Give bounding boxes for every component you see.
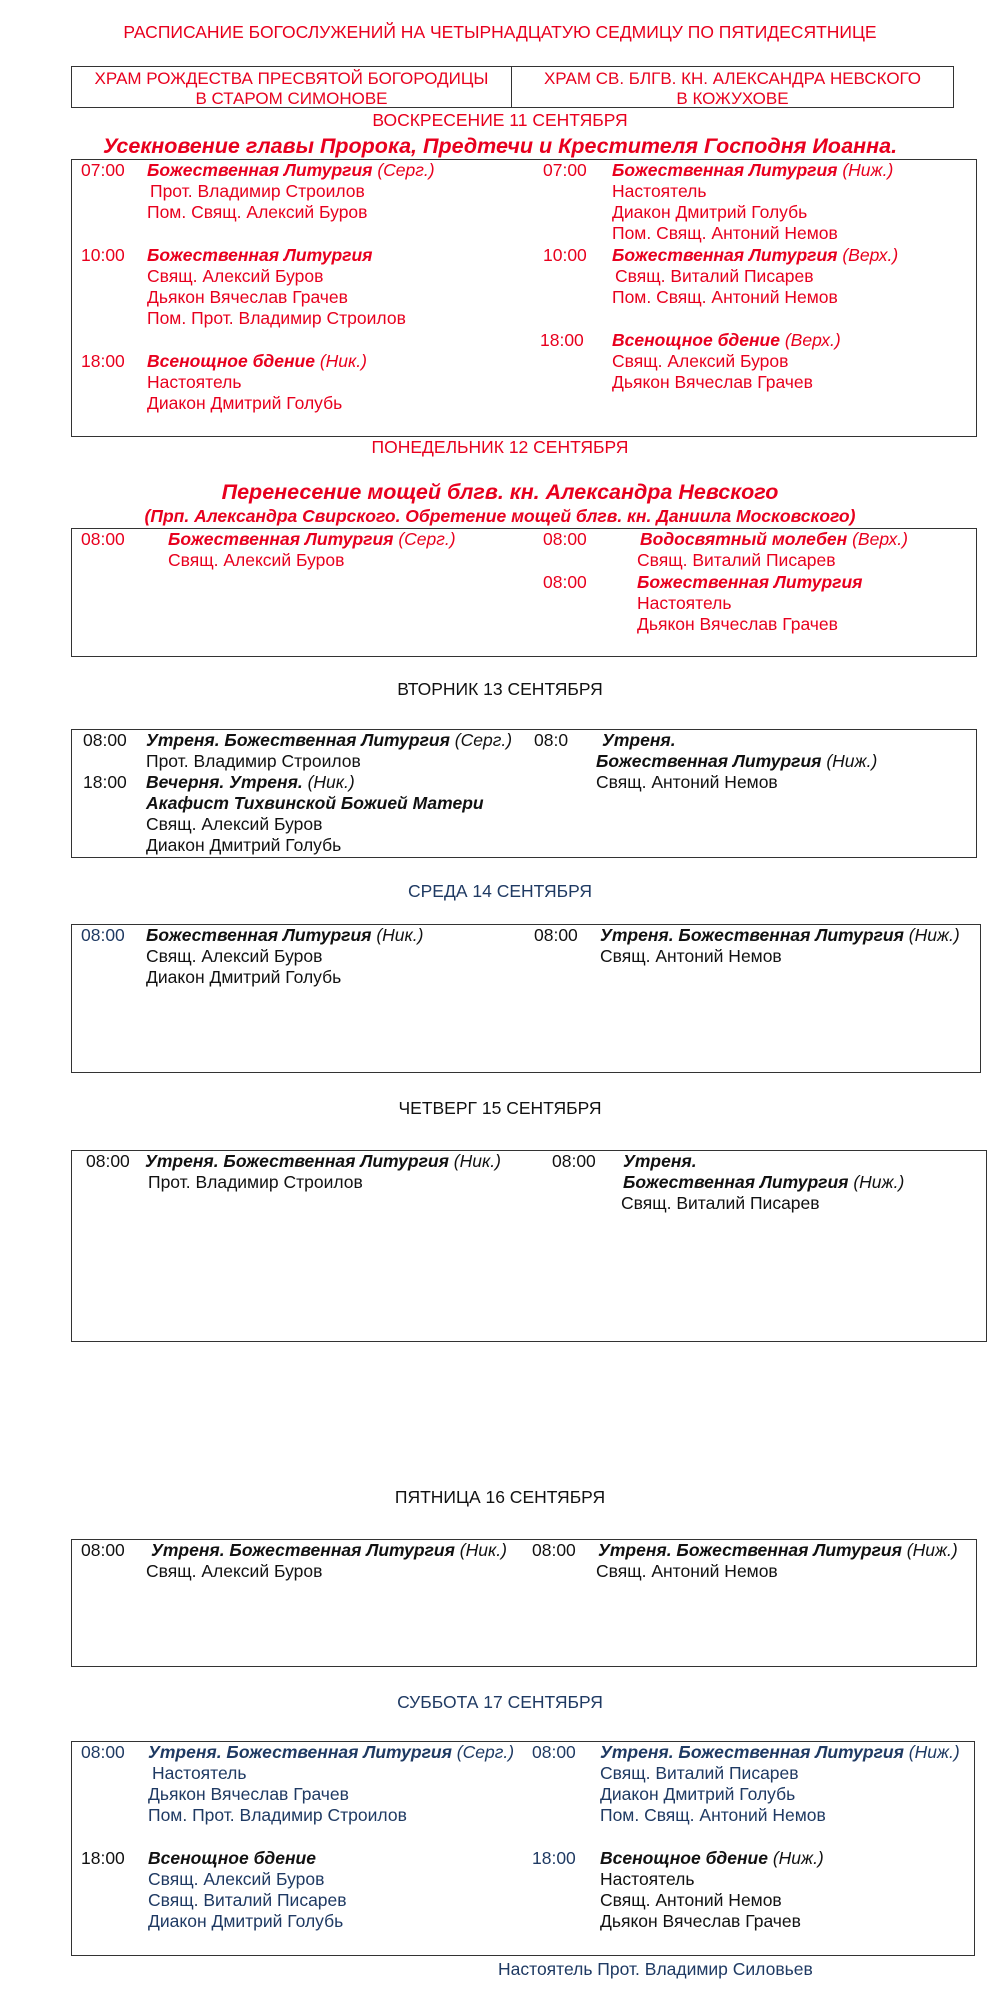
service-place: (Серг.): [449, 730, 513, 750]
service-title: [148, 1742, 514, 1763]
service-title: [612, 330, 841, 351]
church-left-header: [72, 67, 512, 107]
service-place: (Верх.): [837, 245, 899, 265]
service-time: 08:00: [534, 925, 578, 945]
service-title: [147, 351, 367, 372]
church-left-location: В СТАРОМ СИМОНОВЕ: [195, 89, 388, 108]
clergy-name: Свящ. Алексий Буров: [146, 814, 323, 834]
clergy-name: Прот. Владимир Строилов: [146, 751, 361, 771]
service-place: (Ниж.): [767, 1848, 824, 1868]
day-heading-thursday: ЧЕТВЕРГ 15 СЕНТЯБРЯ: [398, 1098, 602, 1118]
service-title: [640, 529, 908, 550]
service-time: 08:00: [81, 925, 125, 945]
service-name: Утреня. Божественная Литургия: [151, 1540, 455, 1560]
clergy-name: Свящ. Антоний Немов: [596, 1561, 778, 1581]
clergy-name: Свящ. Виталий Писарев: [637, 550, 836, 570]
clergy-name: Свящ. Алексий Буров: [148, 1869, 325, 1889]
service-time: 08:00: [543, 529, 587, 549]
service-time: 07:00: [81, 160, 125, 180]
service-time: 08:0: [534, 730, 569, 750]
service-title: [146, 730, 512, 751]
service-title: [598, 1540, 958, 1561]
clergy-name: Свящ. Виталий Писарев: [148, 1890, 347, 1910]
church-right-location: В КОЖУХОВЕ: [676, 89, 789, 108]
service-time: 08:00: [81, 529, 125, 549]
clergy-name: Диакон Дмитрий Голубь: [148, 1911, 344, 1931]
service-time: 10:00: [543, 245, 587, 265]
service-place: (Ник.): [454, 1540, 507, 1560]
service-time: 08:00: [86, 1151, 130, 1171]
clergy-name: Свящ. Антоний Немов: [600, 1890, 782, 1910]
service-name: Божественная Литургия: [168, 529, 394, 549]
clergy-name: Свящ. Алексий Буров: [146, 946, 323, 966]
clergy-name: Настоятель: [600, 1869, 695, 1889]
service-name: Божественная Литургия: [146, 925, 372, 945]
clergy-name: Свящ. Антоний Немов: [600, 946, 782, 966]
clergy-name: Свящ. Антоний Немов: [596, 772, 778, 792]
service-name: Утреня.: [602, 730, 676, 750]
service-name: Утреня. Божественная Литургия: [148, 1742, 452, 1762]
clergy-name: Диакон Дмитрий Голубь: [146, 835, 342, 855]
service-place: (Верх.): [779, 330, 841, 350]
service-name: Утреня. Божественная Литургия: [600, 1742, 904, 1762]
clergy-name: Пом. Прот. Владимир Строилов: [147, 308, 406, 328]
clergy-name: Свящ. Алексий Буров: [147, 266, 324, 286]
feast-subtitle-monday: (Прп. Александра Свирского. Обретение мощей блгв. кн. Даниила Московского): [144, 506, 856, 526]
rector-signature: Настоятель Прот. Владимир Силовьев: [498, 1959, 813, 1979]
service-title: [146, 925, 424, 946]
clergy-name: Дьякон Вячеслав Грачев: [148, 1784, 349, 1804]
feast-title-monday: Перенесение мощей блгв. кн. Александра Невского: [221, 480, 779, 504]
service-title: [623, 1172, 904, 1193]
day-heading-saturday: СУББОТА 17 СЕНТЯБРЯ: [397, 1692, 603, 1712]
service-place: (Ник.): [314, 351, 367, 371]
service-name: Божественная Литургия: [147, 160, 373, 180]
service-title: [146, 772, 355, 793]
clergy-name: Настоятель: [612, 181, 707, 201]
church-right-name: ХРАМ СВ. БЛГВ. КН. АЛЕКСАНДРА НЕВСКОГО: [543, 69, 922, 88]
service-place: (Ниж.): [903, 925, 960, 945]
day-heading-wednesday: СРЕДА 14 СЕНТЯБРЯ: [408, 881, 592, 901]
service-place: (Ниж.): [821, 751, 878, 771]
service-place: (Ниж.): [901, 1540, 958, 1560]
clergy-name: Дьякон Вячеслав Грачев: [637, 614, 838, 634]
clergy-name: Дьякон Вячеслав Грачев: [147, 287, 348, 307]
feast-title-sunday: Усекновение главы Пророка, Предтечи и Крестителя Господня Иоанна.: [102, 134, 898, 158]
church-right-header: [512, 67, 953, 107]
service-name: Утреня.: [623, 1151, 697, 1171]
service-name: Всенощное бдение: [147, 351, 315, 371]
service-name: Утреня. Божественная Литургия: [145, 1151, 449, 1171]
service-time: 18:00: [540, 330, 584, 350]
church-left-name: ХРАМ РОЖДЕСТВА ПРЕСВЯТОЙ БОГОРОДИЦЫ: [94, 69, 489, 88]
service-name: Всенощное бдение: [600, 1848, 768, 1868]
service-time: 18:00: [532, 1848, 576, 1868]
clergy-name: Пом. Свящ. Антоний Немов: [612, 223, 838, 243]
service-title: [612, 160, 893, 181]
service-place: (Серг.): [393, 529, 456, 549]
day-heading-sunday: ВОСКРЕСЕНИЕ 11 СЕНТЯБРЯ: [372, 110, 628, 130]
service-name: Божественная Литургия: [612, 160, 838, 180]
clergy-name: Пом. Прот. Владимир Строилов: [148, 1805, 407, 1825]
service-name: Всенощное бдение: [612, 330, 780, 350]
service-time: 07:00: [543, 160, 587, 180]
clergy-name: Дьякон Вячеслав Грачев: [600, 1911, 801, 1931]
service-name: Утреня. Божественная Литургия: [600, 925, 904, 945]
service-time: 08:00: [543, 572, 587, 592]
service-time: 10:00: [81, 245, 125, 265]
day-heading-tuesday: ВТОРНИК 13 СЕНТЯБРЯ: [397, 679, 603, 699]
service-place: (Ниж.): [903, 1742, 960, 1762]
service-name: Всенощное бдение: [148, 1848, 316, 1868]
service-place: (Верх.): [847, 529, 908, 549]
day-heading-friday: ПЯТНИЦА 16 СЕНТЯБРЯ: [394, 1487, 606, 1507]
clergy-name: Прот. Владимир Строилов: [150, 181, 365, 201]
service-name: Водосвятный молебен: [640, 529, 848, 549]
clergy-name: Дьякон Вячеслав Грачев: [612, 372, 813, 392]
clergy-name: Пом. Свящ. Антоний Немов: [612, 287, 838, 307]
service-time: 08:00: [81, 1742, 125, 1762]
service-title: [596, 751, 877, 772]
clergy-name: Прот. Владимир Строилов: [148, 1172, 363, 1192]
service-time: 08:00: [552, 1151, 596, 1171]
service-time: 18:00: [81, 1848, 125, 1868]
service-place: (Ниж.): [837, 160, 894, 180]
service-title: [145, 1151, 501, 1172]
clergy-name: Свящ. Виталий Писарев: [615, 266, 814, 286]
church-header: [71, 66, 954, 108]
service-name: Божественная Литургия: [596, 751, 822, 771]
service-title: [600, 925, 960, 946]
service-time: 08:00: [81, 1540, 125, 1560]
clergy-name: Диакон Дмитрий Голубь: [146, 967, 342, 987]
day-heading-monday: ПОНЕДЕЛЬНИК 12 СЕНТЯБРЯ: [371, 437, 629, 457]
service-title: [600, 1742, 960, 1763]
clergy-name: Настоятель: [637, 593, 732, 613]
service-place: (Ник.): [302, 772, 355, 792]
service-title: [147, 160, 435, 181]
clergy-name: Свящ. Виталий Писарев: [600, 1763, 799, 1783]
service-time: 08:00: [83, 730, 127, 750]
service-place: (Ниж.): [848, 1172, 905, 1192]
service-time: 18:00: [81, 351, 125, 371]
service-time: 08:00: [532, 1742, 576, 1762]
service-title: [600, 1848, 824, 1869]
schedule-title: РАСПИСАНИЕ БОГОСЛУЖЕНИЙ НА ЧЕТЫРНАДЦАТУЮ СЕДМИЦУ ПО ПЯТИДЕСЯТНИЦЕ: [123, 22, 877, 42]
service-place: (Ник.): [448, 1151, 501, 1171]
clergy-name: Настоятель: [152, 1763, 247, 1783]
service-name: Божественная Литургия: [147, 245, 373, 265]
clergy-name: Свящ. Алексий Буров: [146, 1561, 323, 1581]
service-name: Утреня. Божественная Литургия: [146, 730, 450, 750]
clergy-name: Свящ. Алексий Буров: [612, 351, 789, 371]
service-name: Божественная Литургия: [637, 572, 863, 592]
clergy-name: Диакон Дмитрий Голубь: [612, 202, 808, 222]
clergy-name: Диакон Дмитрий Голубь: [147, 393, 343, 413]
service-place: (Серг.): [451, 1742, 515, 1762]
service-name: Божественная Литургия: [612, 245, 838, 265]
service-time: 08:00: [532, 1540, 576, 1560]
service-place: (Серг.): [372, 160, 435, 180]
service-name: Божественная Литургия: [623, 1172, 849, 1192]
service-title: [151, 1540, 507, 1561]
clergy-name: Свящ. Виталий Писарев: [621, 1193, 820, 1213]
clergy-name: Диакон Дмитрий Голубь: [600, 1784, 796, 1804]
service-time: 18:00: [83, 772, 127, 792]
clergy-name: Пом. Свящ. Антоний Немов: [600, 1805, 826, 1825]
clergy-name: Настоятель: [147, 372, 242, 392]
service-place: (Ник.): [371, 925, 424, 945]
service-title: [168, 529, 456, 550]
service-title: [612, 245, 898, 266]
service-name: Утреня. Божественная Литургия: [598, 1540, 902, 1560]
clergy-name: Свящ. Алексий Буров: [168, 550, 345, 570]
service-name: Вечерня. Утреня.: [146, 772, 303, 792]
clergy-name: Пом. Свящ. Алексий Буров: [147, 202, 368, 222]
service-name: Акафист Тихвинской Божией Матери: [146, 793, 484, 813]
